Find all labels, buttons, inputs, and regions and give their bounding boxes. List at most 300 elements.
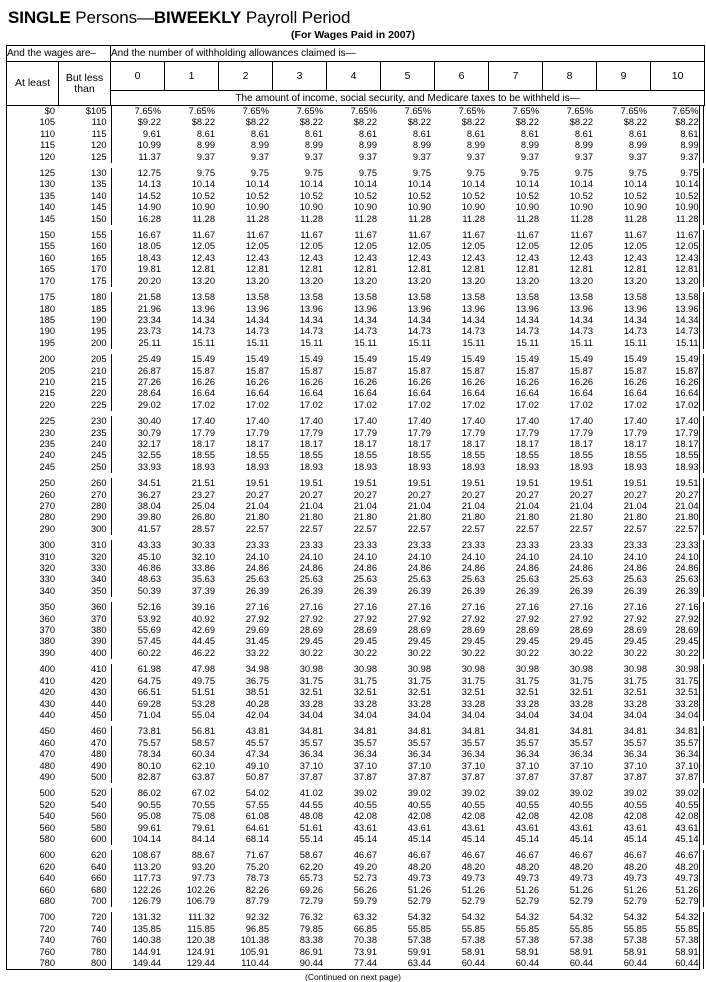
cell-allowance-7: 10.52 (515, 190, 539, 201)
cell-allowance-1: 11.28 (192, 213, 215, 224)
cell-allowance-9: 49.73 (623, 873, 647, 884)
table-row (7, 264, 703, 275)
cell-at-least: 390 (39, 647, 55, 658)
cell-at-least: 240 (39, 450, 55, 461)
table-row (7, 191, 703, 202)
cell-allowance-4: 24.10 (353, 551, 377, 562)
cell-allowance-6: 9.75 (466, 168, 485, 179)
cell-allowance-9: 57.38 (623, 935, 647, 946)
cell-allowance-7: $8.22 (515, 117, 539, 128)
cell-allowance-8: 15.11 (570, 337, 593, 348)
cell-allowance-6: 8.61 (466, 128, 485, 139)
cell-allowance-4: 56.26 (353, 884, 377, 895)
cell-allowance-0: 99.61 (111, 823, 165, 834)
cell-allowance-8: 24.86 (569, 563, 593, 574)
cell-allowance-5: 17.40 (407, 416, 431, 427)
cell-allowance-0: 52.16 (111, 602, 165, 613)
cell-allowance-7: 9.75 (520, 168, 539, 179)
cell-allowance-6: 46.67 (461, 850, 485, 861)
table-row (7, 947, 703, 958)
cell-at-least: 350 (39, 602, 55, 613)
cell-allowance-4: 13.20 (353, 275, 377, 286)
cell-allowance-1: 56.81 (191, 726, 215, 737)
cell-allowance-3: 86.91 (299, 946, 323, 957)
cell-allowance-1: 55.04 (191, 709, 215, 720)
cell-allowance-0: 16.28 (111, 214, 165, 225)
cell-at-least: 140 (39, 202, 55, 213)
cell-allowance-10: 11.28 (675, 213, 699, 224)
cell-allowance-5: 31.75 (407, 675, 431, 686)
cell-allowance-7: 57.38 (515, 935, 539, 946)
cell-but-less-than: 340 (90, 574, 107, 585)
cell-allowance-10: 34.04 (675, 709, 699, 720)
cell-allowance-8: 30.98 (569, 664, 593, 675)
cell-allowance-0: 12.75 (111, 168, 165, 179)
cell-but-less-than: $105 (85, 106, 107, 116)
cell-allowance-4: $8.22 (353, 117, 377, 128)
cell-allowance-10: 46.67 (675, 850, 699, 861)
cell-allowance-7: 34.81 (515, 726, 539, 737)
cell-allowance-7: 8.99 (520, 140, 539, 151)
cell-allowance-1: 21.51 (191, 478, 215, 489)
cell-allowance-10: 23.33 (675, 540, 699, 551)
cell-allowance-5: 15.87 (407, 365, 431, 376)
cell-allowance-7: 33.28 (515, 698, 539, 709)
cell-allowance-10: 37.10 (675, 760, 699, 771)
cell-allowance-6: 19.51 (461, 478, 485, 489)
table-row (7, 800, 703, 811)
cell-allowance-4: 30.22 (353, 647, 377, 658)
cell-allowance-4: 17.40 (353, 416, 377, 427)
header-col-8: 8 (543, 62, 597, 91)
cell-allowance-2: 38.51 (245, 687, 269, 698)
cell-allowance-0: 23.73 (111, 326, 165, 337)
cell-allowance-0: 108.67 (111, 850, 165, 861)
cell-allowance-10: 12.81 (675, 264, 699, 275)
cell-at-least: 370 (39, 625, 55, 636)
cell-allowance-9: 9.75 (628, 168, 647, 179)
cell-allowance-0: 66.51 (111, 687, 165, 698)
cell-allowance-4: 34.81 (353, 726, 377, 737)
cell-allowance-10: 22.57 (675, 523, 699, 534)
cell-allowance-5: 42.08 (407, 811, 431, 822)
cell-allowance-0: 38.04 (111, 501, 165, 512)
cell-allowance-0: $9.22 (111, 117, 165, 128)
cell-allowance-7: 30.22 (515, 647, 539, 658)
cell-allowance-8: 15.87 (569, 365, 593, 376)
cell-allowance-3: 51.61 (299, 822, 323, 833)
cell-allowance-5: 23.33 (407, 540, 431, 551)
cell-allowance-1: 115.85 (187, 923, 215, 934)
cell-allowance-9: 11.28 (624, 213, 647, 224)
cell-at-least: 360 (39, 613, 55, 624)
cell-allowance-7: 49.73 (515, 873, 539, 884)
cell-allowance-4: 43.61 (353, 822, 377, 833)
cell-allowance-10: 60.44 (675, 958, 699, 969)
cell-at-least: 215 (39, 388, 55, 399)
cell-allowance-4: 11.28 (354, 213, 377, 224)
table-row (7, 823, 703, 834)
cell-allowance-9: 35.57 (623, 737, 647, 748)
cell-allowance-2: 57.55 (245, 799, 269, 810)
cell-allowance-4: 37.87 (353, 771, 377, 782)
cell-allowance-7: 30.98 (515, 664, 539, 675)
cell-allowance-6: 17.40 (461, 416, 485, 427)
cell-allowance-7: 12.43 (515, 252, 539, 263)
cell-allowance-8: 31.75 (569, 675, 593, 686)
cell-allowance-9: 40.55 (623, 799, 647, 810)
cell-allowance-10: 12.05 (675, 241, 699, 252)
cell-allowance-4: 27.92 (353, 613, 377, 624)
cell-allowance-3: 11.67 (300, 230, 323, 241)
cell-allowance-2: 9.37 (250, 151, 269, 162)
cell-allowance-2: 23.33 (245, 540, 269, 551)
cell-allowance-5: 12.43 (407, 252, 431, 263)
cell-allowance-1: 13.58 (191, 292, 215, 303)
cell-allowance-1: 35.63 (191, 574, 215, 585)
cell-at-least: 210 (39, 376, 55, 387)
cell-but-less-than: 185 (90, 303, 107, 314)
cell-allowance-4: 12.43 (353, 252, 377, 263)
cell-but-less-than: 240 (90, 438, 107, 449)
cell-allowance-7: 13.58 (515, 292, 539, 303)
cell-allowance-4: 16.26 (353, 376, 377, 387)
cell-allowance-8: 40.55 (569, 799, 593, 810)
cell-allowance-1: 40.92 (191, 613, 215, 624)
cell-allowance-1: 14.34 (191, 314, 215, 325)
table-row (7, 168, 703, 179)
cell-allowance-1: 111.32 (187, 912, 215, 923)
table-row (7, 614, 703, 625)
cell-allowance-10: 27.16 (675, 602, 699, 613)
header-amount-note: The amount of income, social security, and Medicare taxes to be withheld is— (111, 91, 705, 106)
table-row (7, 552, 703, 563)
cell-at-least: 490 (39, 771, 55, 782)
cell-allowance-10: 15.49 (675, 354, 699, 365)
cell-but-less-than: 140 (90, 190, 107, 201)
cell-but-less-than: 160 (90, 241, 107, 252)
cell-but-less-than: 205 (90, 354, 107, 365)
cell-but-less-than: 580 (90, 822, 107, 833)
cell-but-less-than: 120 (90, 140, 107, 151)
cell-allowance-3: 16.26 (299, 376, 323, 387)
cell-but-less-than: 110 (91, 117, 107, 128)
table-row (7, 788, 703, 799)
cell-allowance-8: 37.87 (569, 771, 593, 782)
cell-allowance-8: 43.61 (569, 822, 593, 833)
cell-allowance-7: 17.02 (515, 399, 539, 410)
cell-allowance-9: 34.81 (623, 726, 647, 737)
cell-allowance-9: 8.99 (628, 140, 647, 151)
cell-allowance-5: 10.90 (407, 202, 431, 213)
cell-allowance-6: 40.55 (461, 799, 485, 810)
cell-allowance-10: 52.79 (675, 896, 699, 906)
cell-allowance-2: 92.32 (245, 912, 269, 923)
cell-allowance-5: 63.44 (407, 958, 431, 969)
cell-allowance-10: 15.11 (675, 337, 699, 348)
cell-allowance-9: 22.57 (623, 523, 647, 534)
cell-allowance-3: 18.93 (299, 461, 323, 472)
cell-allowance-4: 25.63 (353, 574, 377, 585)
cell-allowance-10: 9.37 (680, 151, 699, 162)
header-at-least: At least (7, 62, 59, 106)
cell-allowance-2: 15.49 (245, 354, 269, 365)
cell-allowance-7: 48.20 (515, 861, 539, 872)
title-payroll-period: Payroll Period (241, 8, 351, 27)
cell-allowance-6: 12.81 (461, 264, 485, 275)
cell-allowance-5: 27.92 (407, 613, 431, 624)
cell-allowance-5: 21.80 (407, 512, 431, 523)
cell-allowance-0: 113.20 (111, 862, 165, 873)
cell-allowance-5: 11.28 (408, 213, 431, 224)
cell-allowance-9: 17.40 (623, 416, 647, 427)
cell-at-least: 460 (39, 737, 55, 748)
cell-allowance-5: 37.87 (407, 771, 431, 782)
cell-at-least: 500 (39, 788, 55, 799)
cell-at-least: 410 (39, 675, 55, 686)
cell-allowance-8: 20.27 (569, 489, 593, 500)
cell-at-least: 310 (39, 551, 55, 562)
cell-allowance-8: 36.34 (569, 749, 593, 760)
cell-allowance-9: 13.58 (623, 292, 647, 303)
cell-allowance-0: 29.02 (111, 400, 165, 411)
cell-at-least: 420 (39, 687, 55, 698)
table-row (7, 326, 703, 337)
cell-allowance-10: 8.99 (680, 140, 699, 151)
cell-allowance-1: 9.37 (196, 151, 215, 162)
cell-at-least: 120 (39, 151, 55, 162)
cell-but-less-than: 210 (90, 365, 107, 376)
cell-allowance-3: 12.43 (299, 252, 323, 263)
cell-at-least: 430 (39, 698, 55, 709)
cell-allowance-6: 18.55 (461, 450, 485, 461)
cell-allowance-9: 20.27 (623, 489, 647, 500)
cell-allowance-1: 25.04 (191, 501, 215, 511)
cell-allowance-3: 32.51 (299, 687, 323, 698)
cell-allowance-4: 21.04 (353, 501, 377, 511)
cell-allowance-10: 43.61 (675, 822, 699, 833)
cell-allowance-9: 27.92 (623, 613, 647, 624)
cell-allowance-7: 25.63 (515, 574, 539, 585)
cell-allowance-1: 12.05 (191, 241, 215, 252)
cell-allowance-2: 8.61 (250, 128, 269, 139)
cell-at-least: 540 (39, 811, 55, 822)
cell-allowance-8: 23.33 (569, 540, 593, 551)
cell-at-least: 155 (39, 241, 55, 252)
cell-allowance-4: 9.37 (358, 151, 377, 162)
table-row (7, 524, 703, 535)
cell-allowance-8: 49.73 (569, 873, 593, 884)
cell-allowance-10: 35.57 (675, 737, 699, 748)
cell-allowance-10: $8.22 (675, 117, 699, 128)
cell-allowance-3: 13.20 (299, 275, 323, 286)
cell-allowance-6: 10.90 (461, 202, 485, 213)
cell-allowance-1: 49.75 (191, 675, 215, 686)
cell-allowance-8: 35.57 (569, 737, 593, 748)
cell-allowance-5: 11.67 (408, 230, 431, 241)
cell-allowance-5: 36.34 (407, 749, 431, 760)
cell-allowance-1: 47.98 (191, 664, 215, 675)
page-title (8, 8, 700, 28)
cell-allowance-10: 12.43 (675, 252, 699, 263)
cell-allowance-7: 11.67 (516, 230, 539, 241)
cell-allowance-2: 12.05 (245, 241, 269, 252)
cell-allowance-6: 14.34 (461, 314, 485, 325)
cell-at-least: 250 (39, 478, 55, 489)
cell-allowance-9: 29.45 (623, 636, 647, 647)
cell-allowance-0: 14.13 (111, 179, 165, 190)
cell-allowance-10: 8.61 (680, 128, 699, 139)
cell-allowance-1: 88.67 (191, 850, 215, 861)
cell-allowance-8: 42.08 (569, 811, 593, 822)
cell-allowance-8: 46.67 (569, 850, 593, 861)
table-row (7, 354, 703, 365)
cell-allowance-2: 27.92 (245, 613, 269, 624)
cell-allowance-0: 39.80 (111, 512, 165, 523)
cell-allowance-2: 49.10 (245, 760, 269, 771)
cell-allowance-9: $8.22 (623, 117, 647, 128)
cell-allowance-9: 12.81 (623, 264, 647, 275)
cell-allowance-3: 8.61 (304, 128, 323, 139)
cell-allowance-10: 16.26 (675, 376, 699, 387)
cell-allowance-5: 15.49 (407, 354, 431, 365)
cell-but-less-than: 470 (90, 737, 107, 748)
cell-allowance-3: 30.98 (299, 664, 323, 675)
cell-allowance-10: 18.55 (675, 450, 699, 461)
cell-allowance-8: 7.65% (566, 106, 593, 116)
cell-allowance-0: 19.81 (111, 264, 165, 275)
cell-allowance-1: 18.93 (191, 461, 215, 472)
cell-but-less-than: 155 (90, 230, 107, 241)
cell-allowance-10: 9.75 (680, 168, 699, 179)
cell-allowance-5: 27.16 (407, 602, 431, 613)
cell-allowance-6: 22.57 (461, 523, 485, 534)
cell-allowance-3: 9.75 (304, 168, 323, 179)
cell-allowance-0: 41.57 (111, 524, 165, 535)
cell-allowance-10: 17.79 (675, 427, 699, 438)
cell-at-least: 680 (39, 896, 55, 906)
cell-allowance-2: 10.90 (245, 202, 269, 213)
cell-allowance-2: 33.22 (245, 647, 269, 658)
cell-allowance-6: 16.64 (461, 388, 485, 399)
cell-allowance-2: 22.57 (245, 523, 269, 534)
cell-allowance-1: 44.45 (191, 636, 215, 647)
cell-but-less-than: 370 (90, 613, 107, 624)
cell-but-less-than: 640 (90, 861, 107, 872)
cell-allowance-0: 34.51 (111, 478, 165, 489)
cell-allowance-5: 37.10 (407, 760, 431, 771)
cell-allowance-5: 16.26 (407, 376, 431, 387)
cell-allowance-5: 52.79 (407, 896, 431, 906)
cell-allowance-3: 16.64 (299, 388, 323, 399)
cell-allowance-5: 13.20 (407, 275, 431, 286)
cell-allowance-9: 46.67 (623, 850, 647, 861)
cell-allowance-1: 13.20 (191, 275, 215, 286)
cell-allowance-5: 33.28 (407, 698, 431, 709)
cell-allowance-3: 37.10 (299, 760, 323, 771)
cell-allowance-2: 16.26 (245, 376, 269, 387)
cell-but-less-than: 490 (90, 760, 107, 771)
cell-allowance-2: 24.86 (245, 563, 269, 574)
cell-allowance-6: 35.57 (461, 737, 485, 748)
cell-allowance-7: 27.92 (515, 613, 539, 624)
table-row (7, 202, 703, 213)
cell-allowance-8: 28.69 (569, 625, 593, 636)
cell-allowance-3: 12.05 (299, 241, 323, 252)
cell-allowance-7: 22.57 (515, 523, 539, 534)
cell-allowance-0: 16.67 (111, 230, 165, 241)
cell-allowance-8: 18.93 (569, 461, 593, 472)
cell-allowance-5: 18.55 (407, 450, 431, 461)
cell-allowance-2: 87.79 (245, 896, 269, 906)
cell-allowance-2: 8.99 (250, 140, 269, 151)
cell-allowance-4: 32.51 (353, 687, 377, 698)
cell-allowance-4: 26.39 (353, 585, 377, 596)
cell-but-less-than: 310 (90, 540, 107, 551)
cell-allowance-9: 34.04 (623, 709, 647, 720)
cell-allowance-8: 26.39 (569, 585, 593, 596)
cell-at-least: 580 (39, 833, 55, 844)
cell-allowance-5: 34.04 (407, 709, 431, 720)
header-but-less-than: But less than (59, 62, 111, 106)
cell-allowance-5: 13.96 (407, 303, 431, 314)
cell-allowance-1: 10.52 (191, 190, 215, 201)
cell-allowance-2: 105.91 (240, 946, 269, 957)
table-row (7, 563, 703, 574)
cell-allowance-7: 16.26 (515, 376, 539, 387)
table-row (7, 648, 703, 659)
cell-allowance-9: 18.55 (623, 450, 647, 461)
cell-allowance-1: 11.67 (192, 230, 215, 241)
cell-allowance-2: $8.22 (245, 117, 269, 128)
cell-allowance-4: 9.75 (358, 168, 377, 179)
cell-allowance-2: 27.16 (245, 602, 269, 613)
cell-allowance-6: 37.10 (461, 760, 485, 771)
cell-allowance-3: 79.85 (299, 923, 323, 934)
cell-allowance-8: 13.20 (569, 275, 593, 286)
cell-allowance-7: 37.87 (515, 771, 539, 782)
cell-allowance-7: 17.40 (515, 416, 539, 427)
cell-at-least: 300 (39, 540, 55, 551)
cell-allowance-1: 129.44 (186, 958, 215, 969)
cell-allowance-9: 13.20 (623, 275, 647, 286)
cell-allowance-7: 24.10 (515, 551, 539, 562)
cell-allowance-7: 40.55 (515, 799, 539, 810)
cell-allowance-5: 16.64 (407, 388, 431, 399)
table-header (6, 45, 705, 106)
cell-allowance-7: 21.04 (515, 501, 539, 511)
cell-allowance-0: 61.98 (111, 664, 165, 675)
cell-allowance-1: 51.51 (191, 687, 215, 698)
cell-allowance-8: $8.22 (569, 117, 593, 128)
cell-allowance-1: 17.79 (191, 427, 215, 438)
cell-allowance-3: 19.51 (299, 478, 323, 489)
cell-allowance-1: 42.69 (191, 625, 215, 636)
cell-allowance-8: 22.57 (569, 523, 593, 534)
cell-allowance-0: 144.91 (111, 947, 165, 958)
cell-allowance-2: 9.75 (250, 168, 269, 179)
cell-allowance-9: 18.93 (623, 461, 647, 472)
cell-but-less-than: 680 (90, 884, 107, 895)
cell-allowance-3: 25.63 (299, 574, 323, 585)
table-row (7, 574, 703, 585)
cell-allowance-1: 17.02 (191, 399, 215, 410)
table-row (7, 140, 703, 151)
cell-allowance-3: 33.28 (299, 698, 323, 709)
cell-allowance-1: 12.43 (191, 252, 215, 263)
cell-allowance-6: 58.91 (461, 946, 485, 957)
cell-allowance-2: 78.73 (245, 873, 269, 884)
